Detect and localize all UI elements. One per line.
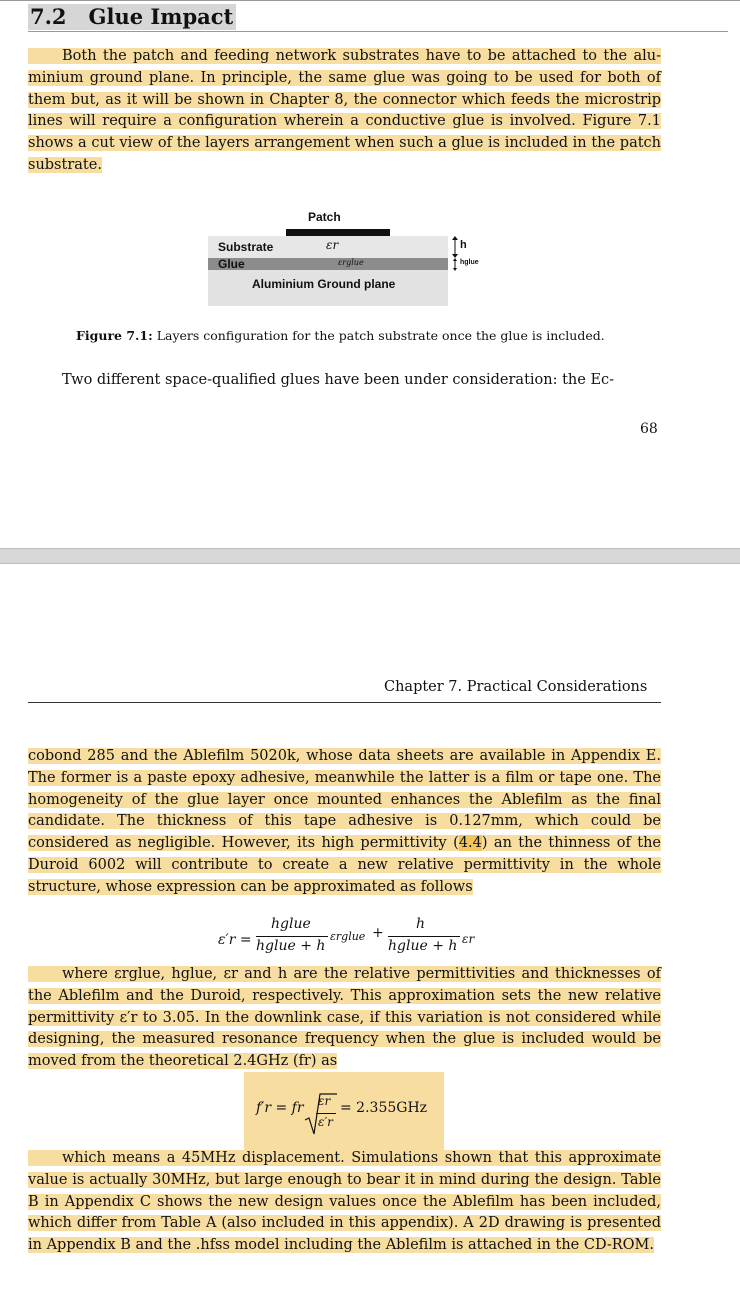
para1-line-2: minium ground plane. In principle, the same glue was going to be used for both of <box>28 69 661 86</box>
para3-line-6: the Duroid 6002 will contribute to create a new relative permittivity in the whole <box>28 835 661 873</box>
erglue-symbol: εrglue <box>338 258 364 267</box>
para3-line-3: one. The homogeneity of the glue layer once mounted enhances the Ablefilm as <box>28 769 661 808</box>
para1-line-5: shows a cut view of the layers arrangement when such a glue is included in the patch <box>28 135 661 152</box>
glue-label: Glue <box>218 257 245 271</box>
running-head-rule <box>28 702 661 703</box>
eq1-lhs: ε′r = <box>218 932 252 948</box>
eq1-num2: h <box>416 916 426 932</box>
para2-text: Two different space-qualified glues have been under consideration: the Ec- <box>62 372 615 388</box>
heading-rule <box>28 31 728 32</box>
eq1-bar2 <box>388 936 460 937</box>
para5-line-1: which means a 45MHz displacement. Simulations shown that this approximate <box>62 1150 661 1166</box>
section-number: 7.2 <box>30 4 67 29</box>
paragraph-downlink <box>28 964 661 1073</box>
para3-line-7: structure, whose expression can be approximated as follows <box>28 878 473 895</box>
eq2-den: ε′r <box>318 1115 333 1129</box>
section-heading <box>28 4 236 30</box>
para3-line-2: E. The former is a paste epoxy adhesive, meanwhile the latter is a film or tape <box>28 748 661 786</box>
substrate-label: Substrate <box>218 240 274 254</box>
eq2-lhs: f′r = fr <box>256 1100 304 1116</box>
eq1-den1: hglue + h <box>256 938 326 954</box>
page-gap <box>0 548 740 564</box>
para1-line-4: lines will require a configuration wherein a conductive glue is involved. Figure 7.1 <box>28 113 661 130</box>
patch-layer <box>286 229 390 236</box>
para4-line-4: while designing, the measured resonance frequency when the glue is included would <box>28 1009 661 1048</box>
section-title: Glue Impact <box>88 4 234 29</box>
para3-line-4: the final candidate. The thickness of this tape adhesive is 0.127mm, which could <box>28 791 661 830</box>
patch-label: Patch <box>308 210 341 224</box>
para4-line-3: permittivity ε′r to 3.05. In the downlink case, if this variation is not considered <box>28 1009 617 1026</box>
permittivity-value: 4.4 <box>458 835 482 852</box>
para5-line-4: included, which differ from Table A (also included in this appendix). A 2D drawing <box>28 1193 661 1232</box>
eq2-num: εr <box>318 1094 331 1108</box>
para5-line-6: in the CD-ROM. <box>536 1237 655 1254</box>
caption-text: Layers configuration for the patch substrate once the glue is included. <box>156 328 605 343</box>
para4-line-5: be moved from the theoretical 2.4GHz (fr) as <box>28 1031 661 1070</box>
figure-caption <box>76 328 605 343</box>
para3-line-5a: be considered as negligible. However, its high permittivity ( <box>28 813 661 852</box>
para4-line-1: where εrglue, hglue, εr and h are the relative permittivities and thicknesses of <box>62 966 661 982</box>
page-69 <box>0 564 740 1296</box>
page-number: 68 <box>640 421 658 437</box>
eq2-bar <box>316 1113 336 1114</box>
eq1-term1: εrglue <box>330 930 366 943</box>
para5-line-2: value is actually 30MHz, but large enough to bear it in mind during the design. <box>28 1171 617 1188</box>
eq1-num1: hglue <box>271 916 311 932</box>
eq1-bar1 <box>256 936 328 937</box>
paragraph-ablefilm <box>28 746 661 899</box>
eq2-rhs: = 2.355GHz <box>340 1100 428 1116</box>
paragraph-simulations <box>28 1148 661 1257</box>
para1-line-3: them but, as it will be shown in Chapter 8, the connector which feeds the microstrip <box>28 91 661 108</box>
para3-line-5b: ) an the thinness of <box>481 835 631 852</box>
caption-label: Figure 7.1: <box>76 328 153 343</box>
eq1-term2: εr <box>462 932 475 946</box>
para4-line-2: the Ablefilm and the Duroid, respectively. This approximation sets the new relative <box>28 987 661 1004</box>
ground-plane-label: Aluminium Ground plane <box>252 277 396 291</box>
thickness-arrows-icon <box>450 236 460 272</box>
para1-line-1: Both the patch and feeding network substrates have to be attached to the alu- <box>62 48 661 64</box>
para5-line-5: is presented in Appendix B and the .hfss model including the Ablefilm is attached <box>28 1215 661 1254</box>
para5-line-3: Table B in Appendix C shows the new design values once the Ablefilm has been <box>28 1171 661 1210</box>
hglue-label: hglue <box>460 259 479 266</box>
eq1-den2: hglue + h <box>388 938 458 954</box>
eq1-plus: + <box>372 925 384 941</box>
h-label: h <box>460 239 467 251</box>
page-68 <box>0 0 740 548</box>
para3-line-1: cobond 285 and the Ablefilm 5020k, whose data sheets are available in Appendix <box>28 748 641 764</box>
page-top-border <box>0 0 740 1</box>
running-head: Chapter 7. Practical Considerations <box>384 679 648 695</box>
paragraph-glues <box>28 370 661 392</box>
er-symbol: εr <box>326 238 339 252</box>
paragraph-intro <box>28 46 661 177</box>
para1-line-6: substrate. <box>28 156 102 173</box>
layers-figure <box>208 208 498 303</box>
